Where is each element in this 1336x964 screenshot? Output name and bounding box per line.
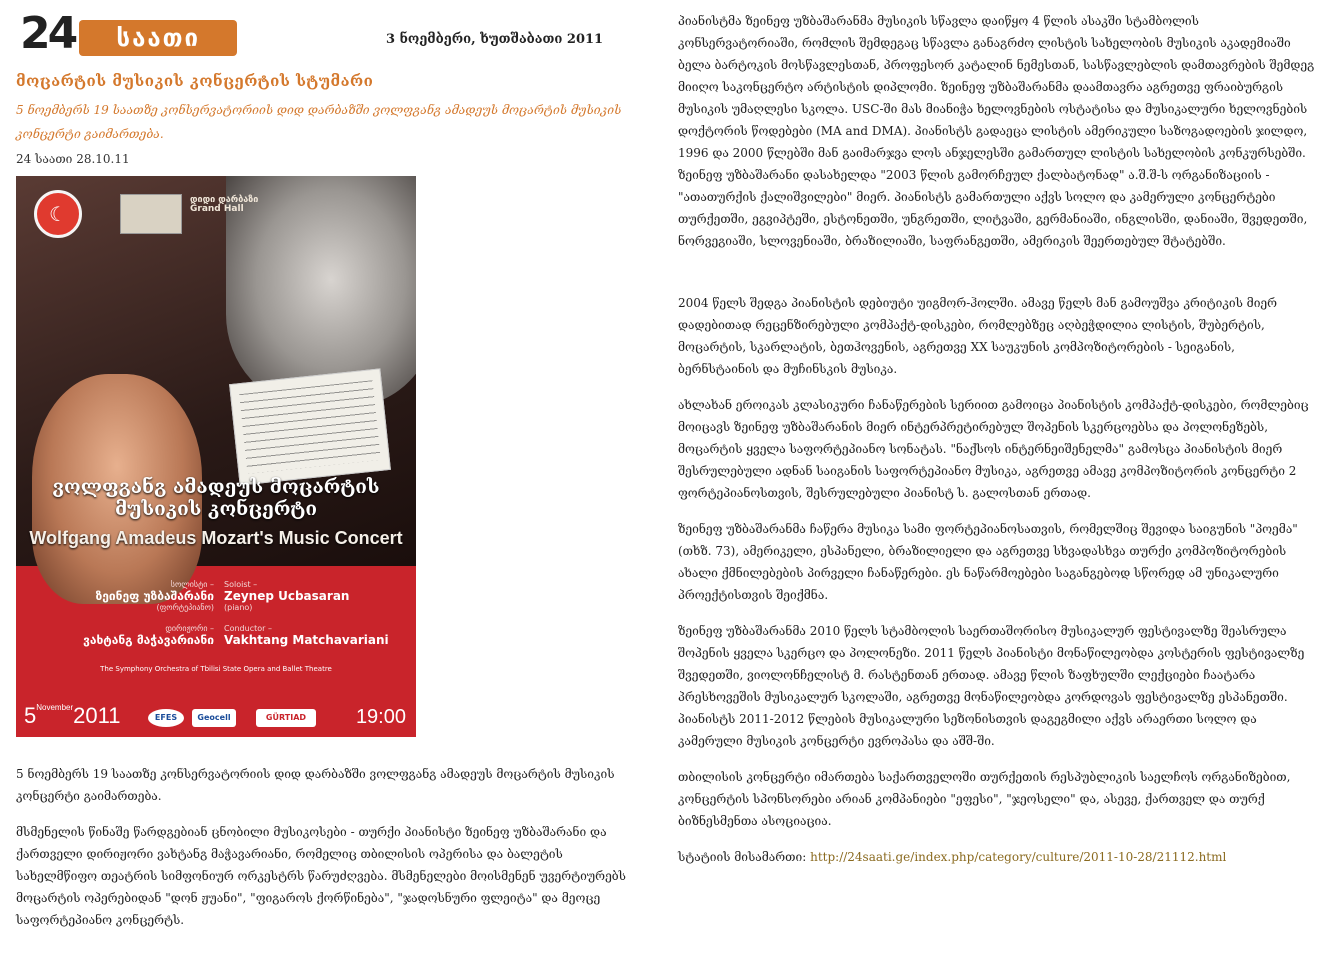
poster-month: November [36,703,74,712]
article-paragraph: ახლახან ეროიკას კლასიკური ჩანაწერების სერიით გამოიცა პიანისტის კომპაქტ-დისკები, რომლებიც მოიცავს ზეინეფ უზბაშარანის მიერ ინტერპრეტირებულ შოპენის სკერცოებსა და პოლონეზებს, მოცარტის ყველა საფორტეპიანო სონატას. "ნაქსოს ინტერნეიშენელმა" გამოსცა პიანისტის მიერ შესრულებული ადნან საიგანის საფორტეპიანო მუსიკა, აგრეთვე ამავე კომპოზიტორის კონცერტი 2 ფორტეპიანოსთვის, შესრულებული პიანისტ ს. გალოსთან ერთად. [678,398,1309,500]
issue-date: 3 ნოემბერი, ხუთშაბათი 2011 [386,32,604,47]
article-paragraph: ზეინეფ უზბაშარანმა 2010 წელს სტამბოლის საერთაშორისო მუსიკალურ ფესტივალზე შეასრულა შოპენის ყველა სკერცო და პოლონეზი. 2011 წელს პიანისტი მონაწილეობდა კოსტერის ფესტივალზე შვედეთში, ვიოლონჩელისტ მ. რასტენთან ერთად. ამავე წლის ზაფხულში ლექციები ჩაატარა პრესხოვეშის მუსიკალურ სკოლაში, აგრეთვე მონაწილეობდა კორდოვას ფესტივალზე ესპანეთში. პიანისტს 2011-2012 წლების მუსიკალური სეზონისთვის დაგეგმილი აქვს არაერთი სოლო და კამერული მუსიკის კონცერტი ევროპასა და აშშ-ში. [678,624,1305,748]
article-paragraph: 2004 წელს შედგა პიანისტის დებიუტი უიგმორ-ჰოლში. ამავე წელს მან გამოუშვა კრიტიკის მიერ დადებითად რეცენზირებული კომპაქტ-დისკები, რომლებზეც აღბეჭდილია ლისტის, შუბერტის, მოცარტის, სკარლატის, ბეთჰოვენის, აგრეთვე XX საუკუნის კომპოზიტორების - სეიგანის, ბერნსტაინის და მუჩინსკის მუსიკა. [678,296,1278,376]
conductor-name-ge: ვახტანგ მაჭავარიანი [83,633,214,647]
article-paragraph: თბილისის კონცერტი იმართება საქართველოში თურქეთის რესპუბლიკის საელჩოს ორგანიზებით, კონცერტის სპონსორები არიან კომპანიები "ეფესი", "ჯეოსელი" და, ასევე, ქართველ და თურქ ბიზნესმენთა ასოციაცია. [678,770,1291,828]
left-column [16,10,646,931]
article-paragraph: ზეინეფ უზბაშარანმა ჩაწერა მუსიკა სამი ფორტეპიანოსათვის, რომელშიც შევიდა საიგუნის "პოემა" (თხზ. 73), ამერიკელი, ესპანელი, ბრაზილიელი და აგრეთვე სხვადასხვა თურქი კომპოზიტორების ახალი ქმნილებების პირველი ჩანაწერები. ეს ნაწარმოებები საგანგებოდ სწორედ ამ უნიკალური პროექტისთვის შეიქმნა. [678,522,1298,602]
article-source: 24 საათი 28.10.11 [16,152,130,166]
article-url-link[interactable]: http://24saati.ge/index.php/category/culture/2011-10-28/21112.html [810,850,1227,864]
poster-title-ge: ვოლფგანგ ამადეუს მოცარტის მუსიკის კონცერტი [52,476,380,520]
url-label: სტატიის მისამართი: [678,850,807,864]
poster-day: 5 [24,703,37,728]
sponsor-gurtiad-logo: GÜRTIAD [256,709,316,727]
right-column [678,10,1318,868]
venue-ge: დიდი დარბაზი [190,195,259,205]
sheet-music-image [229,368,391,485]
venue-info [190,196,300,214]
article-title: მოცარტის მუსიკის კონცერტის სტუმარი [16,72,374,90]
logo-number: 24 [20,8,76,59]
article-subtitle: 5 ნოემბერს 19 საათზე კონსერვატორიის დიდ დარბაზში ვოლფგანგ ამადეუს მოცარტის მუსიკის კონცერტი გაიმართება. [16,103,622,141]
article-url-line [678,846,1318,868]
article-paragraph: 5 ნოემბერს 19 საათზე კონსერვატორიის დიდ დარბაზში ვოლფგანგ ამადეუს მოცარტის მუსიკის კონცერტი გაიმართება. [16,767,615,803]
conductor-name-en: Vakhtang Matchavariani [224,633,389,647]
orchestra-credit: The Symphony Orchestra of Tbilisi State Opera and Ballet Theatre [100,665,332,673]
concert-poster [16,176,416,737]
soloist-sub-ge: (ფორტეპიანო) [156,603,214,612]
logo-word: საათი [79,20,237,56]
poster-date [24,703,120,729]
soloist-name-ge: ზეინეფ უზბაშარანი [95,589,214,603]
conservatory-building-icon [120,194,182,234]
site-logo[interactable] [20,8,237,59]
conductor-label-ge: დირიჟორი – [165,624,214,633]
soloist-label-en: Soloist – [224,580,258,589]
poster-footer [16,693,416,737]
soloist-name-en: Zeynep Ucbasaran [224,589,350,603]
soloist-label-ge: სოლისტი – [170,580,214,589]
masthead [16,10,646,62]
article-paragraph: პიანისტმა ზეინეფ უზბაშარანმა მუსიკის სწავლა დაიწყო 4 წლის ასაკში სტამბოლის კონსერვატორიაში, რომლის შემდეგაც სწავლა განაგრძო ლისტის სახელობის მუსიკის აკადემიაში ბელა ბარტოკის მოსწავლესთან, პროფესორ კატალინ ნემესთან, სასწავლებლის დამთავრების შემდეგ მიიღო საკონცერტო არტისტის დიპლომი. ზეინეფ უზბაშარანმა დაამთავრა აგრეთვე ფრაიბურგის მუსიკის უმაღლესი სკოლა. USC-ში მას მიანიჭა ხელოვნების ოსტატისა და მუსიკალური ხელოვნების დოქტორის წოდებები (MA and DMA). პიანისტს გადაეცა ლისტის ამერიკული საზოგადოების ჯილდო, 1996 და 2000 წლებში მან გაიმარჯვა ლოს ანჯელესში გამართულ ლისტის სახელობის კონკურსებში. ზეინეფ უზბაშარანი დასახელდა "2003 წლის გამორჩეულ ქალბატონად" ა.შ.შ-ს ორგანიზაციის - "ათათურქის ქალიშვილები" მიერ. პიანისტს გამართული აქვს სოლო და კამერული კონცერტები თურქეთში, ეგვიპტეში, ესტონეთში, უნგრეთში, ლიტვაში, გერმანიაში, ინგლისში, დანიაში, შვედეთში, ნორვეგიაში, სლოვენიაში, ბრაზილიაში, საფრანგეთში, ამერიკის შეერთებულ შტატებში. [678,14,1315,248]
conductor-label-en: Conductor – [224,624,272,633]
sponsor-geocell-logo: Geocell [192,709,236,727]
poster-title-en: Wolfgang Amadeus Mozart's Music Concert [29,528,403,548]
poster-year: 2011 [73,703,121,728]
article-paragraph: მსმენელის წინაშე წარდგებიან ცნობილი მუსიკოსები - თურქი პიანისტი ზეინეფ უზბაშარანი და ქართველი დირიჟორი ვახტანგ მაჭავარიანი, რომელიც თბილისის ოპერისა და ბალეტის სახელმწიფო თეატრის სიმფონიურ ორკესტრს წარუძღვება. მსმენელები მოისმენენ უვერტიურებს მოცარტის ოპერებიდან "დონ ჟუანი", "ფიგაროს ქორწინება", "ჯადოსნური ფლეიტა" და მეოცე საფორტეპიანო კონცერტს. [16,825,626,927]
venue-en: Grand Hall [190,204,244,214]
turkey-emblem-icon: ☾ [34,190,82,238]
poster-time: 19:00 [355,706,406,728]
soloist-sub-en: (piano) [224,603,253,612]
sponsor-efes-logo: EFES [148,709,184,727]
